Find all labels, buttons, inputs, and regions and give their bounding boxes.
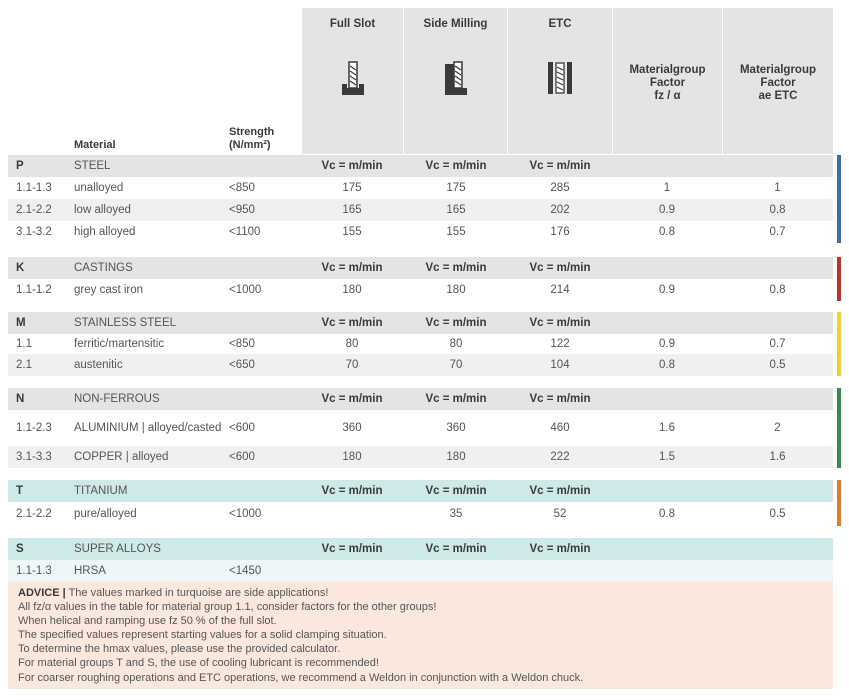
- factor2-line3: ae ETC: [758, 90, 798, 102]
- row-factor-ae: 1: [774, 182, 781, 194]
- vc-side-milling: Vc = m/min: [425, 160, 487, 172]
- table-row: [8, 446, 833, 468]
- row-side-milling: 35: [449, 508, 463, 520]
- vc-side-milling: Vc = m/min: [425, 543, 487, 555]
- header-etc: [508, 8, 612, 154]
- row-strength: <1100: [229, 226, 261, 238]
- side-milling-label: Side Milling: [423, 18, 488, 30]
- vc-side-milling: Vc = m/min: [425, 317, 487, 329]
- row-factor-fz: 1.5: [659, 451, 675, 463]
- row-code: 1.1-1.3: [16, 564, 52, 577]
- row-full-slot: 180: [342, 284, 362, 296]
- header-full-slot: [302, 8, 403, 154]
- row-factor-fz: 1.6: [659, 422, 675, 434]
- etc-label: ETC: [548, 18, 572, 30]
- row-material: low alloyed: [74, 204, 131, 216]
- row-factor-ae: 0.5: [769, 359, 786, 371]
- row-full-slot: 155: [342, 226, 362, 238]
- factor2-line1: Materialgroup: [739, 64, 817, 76]
- table-row: [8, 410, 833, 446]
- row-strength: <1000: [229, 508, 262, 520]
- row-factor-fz: 0.8: [659, 359, 675, 371]
- row-strength: <850: [229, 338, 255, 350]
- row-etc: 52: [553, 508, 567, 520]
- row-side-milling: 165: [446, 204, 466, 216]
- row-factor-ae: 0.8: [769, 204, 786, 216]
- row-strength: <650: [229, 359, 255, 371]
- advice-title: ADVICE: [18, 587, 60, 599]
- row-full-slot: 360: [342, 422, 362, 434]
- vc-etc: Vc = m/min: [529, 485, 591, 497]
- strength-unit: (N/mm²): [229, 139, 271, 151]
- vc-full-slot: Vc = m/min: [321, 543, 383, 555]
- group-code: N: [16, 393, 25, 405]
- row-code: 2.1-2.2: [16, 204, 52, 216]
- group-code: K: [16, 262, 25, 274]
- row-etc: 104: [550, 359, 570, 371]
- row-factor-fz: 1: [663, 182, 671, 194]
- group-header-t: [8, 480, 833, 502]
- row-strength: <600: [229, 422, 255, 434]
- row-code: 2.1-2.2: [16, 508, 52, 520]
- factor1-line1: Materialgroup: [629, 64, 706, 76]
- group-header-n: [8, 388, 833, 410]
- etc-icon: [547, 60, 573, 99]
- row-material: pure/alloyed: [74, 508, 137, 520]
- row-strength: <600: [229, 451, 255, 463]
- row-material: ALUMINIUM | alloyed/casted: [74, 421, 222, 434]
- row-full-slot: 80: [345, 338, 359, 350]
- row-factor-ae: 2: [774, 422, 781, 434]
- full-slot-icon: [340, 60, 366, 99]
- row-full-slot: 180: [342, 451, 362, 463]
- vc-etc: Vc = m/min: [529, 262, 591, 274]
- row-factor-ae: 0.8: [769, 284, 786, 296]
- vc-side-milling: Vc = m/min: [425, 393, 487, 405]
- row-side-milling: 180: [446, 284, 466, 296]
- advice-line: To determine the hmax values, please use the provided calculator.: [18, 643, 341, 656]
- vc-side-milling: Vc = m/min: [425, 485, 487, 497]
- advice-line: When helical and ramping use fz 50 % of the full slot.: [18, 615, 277, 628]
- advice-line: For material groups T and S, the use of cooling lubricant is recommended!: [18, 657, 379, 670]
- table-row: [8, 560, 833, 581]
- strength-column-label: [229, 126, 274, 152]
- row-factor-fz: 0.9: [659, 284, 675, 296]
- group-name: SUPER ALLOYS: [74, 543, 161, 555]
- header-factor-fz: [613, 8, 722, 154]
- factor1-line2: Factor: [649, 77, 686, 89]
- row-side-milling: 155: [446, 226, 466, 238]
- table-row: [8, 279, 833, 301]
- row-code: 3.1-3.3: [16, 451, 52, 463]
- row-full-slot: 165: [342, 204, 362, 216]
- row-etc: 285: [550, 182, 570, 194]
- table-row: [8, 177, 833, 199]
- row-factor-ae: 0.5: [769, 508, 786, 520]
- row-strength: <950: [229, 204, 255, 216]
- group-name: STAINLESS STEEL: [74, 317, 177, 329]
- table-row: [8, 354, 833, 376]
- vc-full-slot: Vc = m/min: [321, 393, 383, 405]
- group-header-k: [8, 257, 833, 279]
- row-material: COPPER | alloyed: [74, 451, 169, 463]
- row-side-milling: 360: [446, 422, 466, 434]
- factor2-line2: Factor: [760, 77, 796, 89]
- group-header-s: [8, 538, 833, 560]
- row-full-slot: 70: [345, 359, 359, 371]
- row-material: unalloyed: [74, 182, 124, 194]
- group-color-bar-m: [837, 312, 841, 376]
- vc-etc: Vc = m/min: [529, 393, 591, 405]
- row-material: HRSA: [74, 564, 106, 577]
- vc-full-slot: Vc = m/min: [321, 317, 383, 329]
- group-color-bar-p: [837, 155, 841, 243]
- advice-line: The specified values represent starting values for a solid clamping situation.: [18, 629, 387, 642]
- table-row: [8, 502, 833, 526]
- table-row: [8, 221, 833, 243]
- row-factor-fz: 0.9: [659, 204, 675, 216]
- advice-line: All fz/α values in the table for material group 1.1, consider factors for the other groups!: [18, 601, 437, 614]
- row-factor-fz: 0.9: [659, 338, 675, 350]
- full-slot-label: Full Slot: [329, 18, 376, 30]
- advice-line: For coarser roughing operations and ETC operations, we recommend a Weldon in conjunction with a Weldon chuck.: [18, 671, 584, 684]
- row-full-slot: [300, 502, 404, 526]
- advice-first: The values marked in turquoise are side applications!: [68, 587, 329, 599]
- row-factor-ae: 1.6: [769, 451, 786, 463]
- group-name: CASTINGS: [74, 262, 133, 274]
- group-code: S: [16, 543, 24, 555]
- group-color-bar-k: [837, 257, 841, 301]
- header-side-milling: [404, 8, 507, 154]
- row-side-milling: 80: [449, 338, 463, 350]
- vc-etc: Vc = m/min: [529, 160, 591, 172]
- advice-first-line: ADVICE | The values marked in turquoise are side applications!: [18, 587, 329, 599]
- table-row: [8, 199, 833, 221]
- row-factor-fz: 0.8: [659, 226, 675, 238]
- row-material: austenitic: [74, 359, 123, 371]
- row-side-milling: 175: [446, 182, 466, 194]
- row-factor-fz: 0.8: [659, 508, 675, 520]
- vc-etc: Vc = m/min: [529, 543, 591, 555]
- group-color-bar-n: [837, 388, 841, 468]
- row-code: 3.1-3.2: [16, 226, 52, 238]
- row-factor-ae: 0.7: [769, 338, 786, 350]
- row-etc: 176: [550, 226, 570, 238]
- row-etc: 222: [550, 451, 570, 463]
- factor1-line3: fz / α: [654, 90, 681, 102]
- material-column-label: Material: [74, 139, 116, 151]
- group-color-bar-t: [837, 480, 841, 526]
- group-code: T: [16, 485, 24, 497]
- table-row: [8, 334, 833, 354]
- row-etc: 122: [550, 338, 570, 350]
- group-name: NON-FERROUS: [74, 393, 160, 405]
- group-header-m: [8, 312, 833, 334]
- row-full-slot: 175: [342, 182, 362, 194]
- row-material: ferritic/martensitic: [74, 338, 165, 350]
- group-code: P: [16, 160, 24, 172]
- row-etc: 214: [550, 284, 570, 296]
- row-code: 2.1: [16, 359, 32, 371]
- group-name: STEEL: [74, 160, 111, 172]
- vc-full-slot: Vc = m/min: [321, 160, 383, 172]
- group-name: TITANIUM: [74, 485, 128, 497]
- group-header-p: [8, 155, 833, 177]
- header-factor-ae: [723, 8, 833, 154]
- row-side-milling: 70: [449, 359, 463, 371]
- row-material: grey cast iron: [74, 284, 144, 296]
- side-milling-icon: [443, 60, 469, 99]
- row-code: 1.1-2.3: [16, 422, 52, 434]
- advice-box: [8, 581, 833, 689]
- row-strength: <850: [229, 182, 255, 194]
- vc-full-slot: Vc = m/min: [321, 262, 383, 274]
- row-strength: <1000: [229, 284, 262, 296]
- row-code: 1.1-1.3: [16, 182, 52, 194]
- vc-etc: Vc = m/min: [529, 317, 591, 329]
- row-material: high alloyed: [74, 226, 136, 238]
- strength-label: Strength: [229, 126, 275, 138]
- row-etc: 460: [550, 422, 570, 434]
- group-code: M: [16, 317, 26, 329]
- row-code: 1.1-1.2: [16, 284, 52, 296]
- vc-full-slot: Vc = m/min: [321, 485, 383, 497]
- row-code: 1.1: [16, 338, 32, 350]
- vc-side-milling: Vc = m/min: [425, 262, 487, 274]
- row-side-milling: 180: [446, 451, 466, 463]
- row-factor-ae: 0.7: [769, 226, 786, 238]
- row-etc: 202: [550, 204, 570, 216]
- row-strength: <1450: [229, 564, 262, 577]
